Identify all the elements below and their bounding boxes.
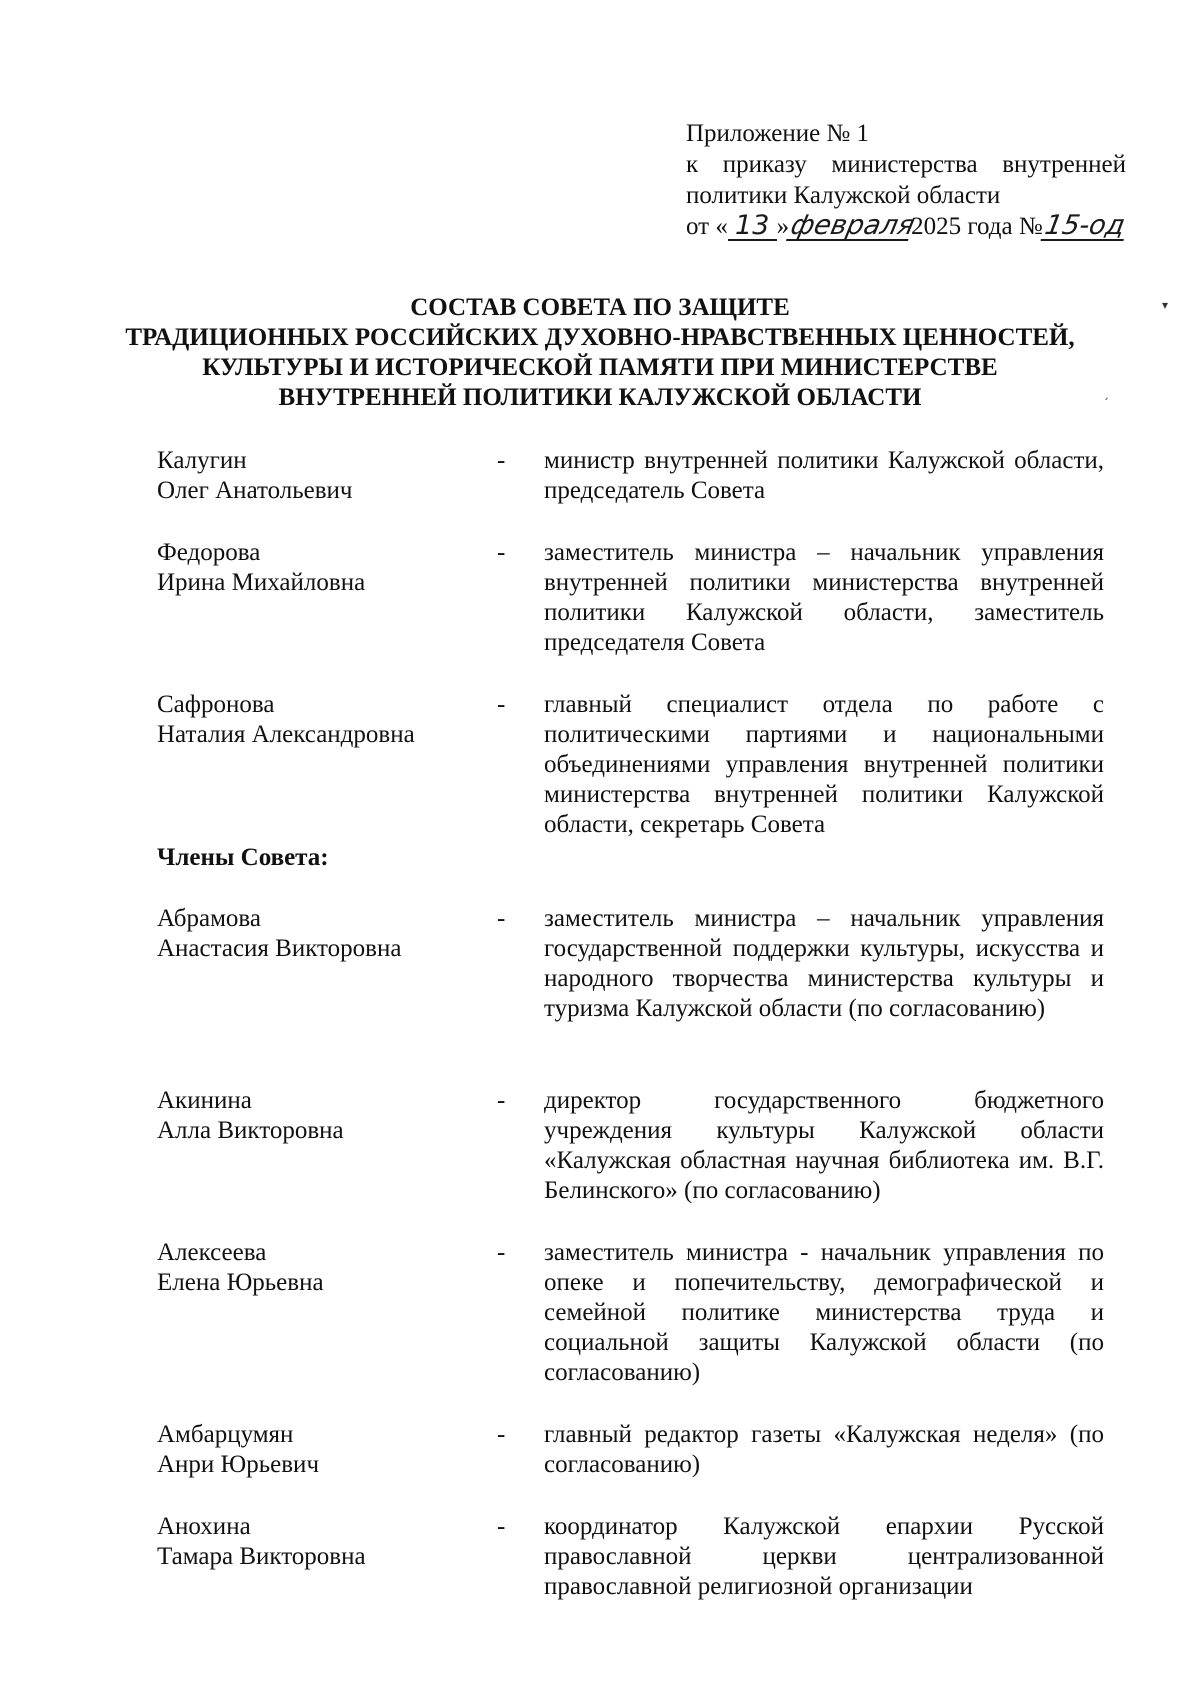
handwritten-order-number: 15-од — [1042, 210, 1127, 241]
person-role: заместитель министра – начальник управления государственной поддержки культуры, искусства и народного творчества министерства культуры и туризма Калужской области (по согласованию) — [544, 905, 1104, 1022]
person-name — [157, 1086, 477, 1146]
appendix-date-line — [686, 211, 1126, 242]
separator-dash: - — [497, 1087, 506, 1114]
scan-speck: ▾ — [1162, 298, 1169, 312]
appendix-ministry: политики Калужской области — [686, 182, 1001, 209]
person-surname: Акинина — [157, 1087, 252, 1114]
date-mid: » — [776, 213, 790, 240]
person-name — [157, 1512, 477, 1572]
separator-dash: - — [497, 539, 506, 566]
title-line-1: СОСТАВ СОВЕТА ПО ЗАЩИТЕ — [410, 294, 790, 321]
person-name — [157, 904, 477, 964]
person-given-names: Наталия Александровна — [157, 721, 415, 748]
person-role: главный специалист отдела по работе с политическими партиями и национальными объединениями управления внутренней политики министерства внутренней политики Калужской области, секретарь Совета — [544, 691, 1104, 838]
person-name — [157, 538, 477, 598]
person-name — [157, 446, 477, 506]
appendix-block — [686, 118, 1126, 242]
person-given-names: Анастасия Викторовна — [157, 935, 402, 962]
person-surname: Анохина — [157, 1513, 251, 1540]
appendix-order-ref: к приказу министерства внутренней — [686, 151, 1126, 178]
person-given-names: Анри Юрьевич — [157, 1451, 320, 1478]
members-heading: Члены Совета: — [157, 844, 329, 871]
person-surname: Абрамова — [157, 905, 261, 932]
person-role: заместитель министра - начальник управления по опеке и попечительству, демографической и семейной политике министерства труда и социальной защиты Калужской области (по согласованию) — [544, 1239, 1104, 1386]
title-line-4: ВНУТРЕННЕЙ ПОЛИТИКИ КАЛУЖСКОЙ ОБЛАСТИ — [278, 384, 922, 411]
person-given-names: Ирина Михайловна — [157, 569, 366, 596]
person-given-names: Алла Викторовна — [157, 1117, 344, 1144]
person-surname: Калугин — [157, 447, 247, 474]
handwritten-day: 13 — [728, 213, 777, 241]
date-prefix: от « — [686, 213, 728, 240]
person-surname: Сафронова — [157, 691, 275, 718]
separator-dash: - — [497, 447, 506, 474]
person-role: директор государственного бюджетного учреждения культуры Калужской области «Калужская областная научная библиотека им. В.Г. Белинского» (по согласованию) — [544, 1087, 1104, 1204]
person-name — [157, 690, 477, 750]
separator-dash: - — [497, 1513, 506, 1540]
person-surname: Амбарцумян — [157, 1421, 294, 1448]
person-name — [157, 1420, 477, 1480]
date-year: 2025 года № — [911, 213, 1043, 240]
person-role: главный редактор газеты «Калужская неделя» (по согласованию) — [544, 1421, 1104, 1478]
person-name — [157, 1238, 477, 1298]
title-line-2: ТРАДИЦИОННЫХ РОССИЙСКИХ ДУХОВНО-НРАВСТВЕННЫХ ЦЕННОСТЕЙ, — [125, 324, 1075, 351]
title-line-3: КУЛЬТУРЫ И ИСТОРИЧЕСКОЙ ПАМЯТИ ПРИ МИНИСТЕРСТВЕ — [202, 354, 998, 381]
document-title — [60, 293, 1140, 413]
person-surname: Алексеева — [157, 1239, 267, 1266]
separator-dash: - — [497, 691, 506, 718]
separator-dash: - — [497, 1421, 506, 1448]
separator-dash: - — [497, 905, 506, 932]
person-given-names: Тамара Викторовна — [157, 1543, 366, 1570]
appendix-title: Приложение № 1 — [686, 120, 870, 147]
person-role: министр внутренней политики Калужской области, председатель Совета — [544, 447, 1104, 504]
separator-dash: - — [497, 1239, 506, 1266]
scan-speck: ˏ — [1103, 386, 1109, 400]
person-role: координатор Калужской епархии Русской православной церкви централизованной православной религиозной организации — [544, 1513, 1104, 1600]
handwritten-month: февраля — [788, 210, 918, 241]
person-given-names: Елена Юрьевна — [157, 1269, 324, 1296]
person-role: заместитель министра – начальник управления внутренней политики министерства внутренней политики Калужской области, заместитель председателя Совета — [544, 539, 1104, 656]
person-given-names: Олег Анатольевич — [157, 477, 353, 504]
person-surname: Федорова — [157, 539, 261, 566]
